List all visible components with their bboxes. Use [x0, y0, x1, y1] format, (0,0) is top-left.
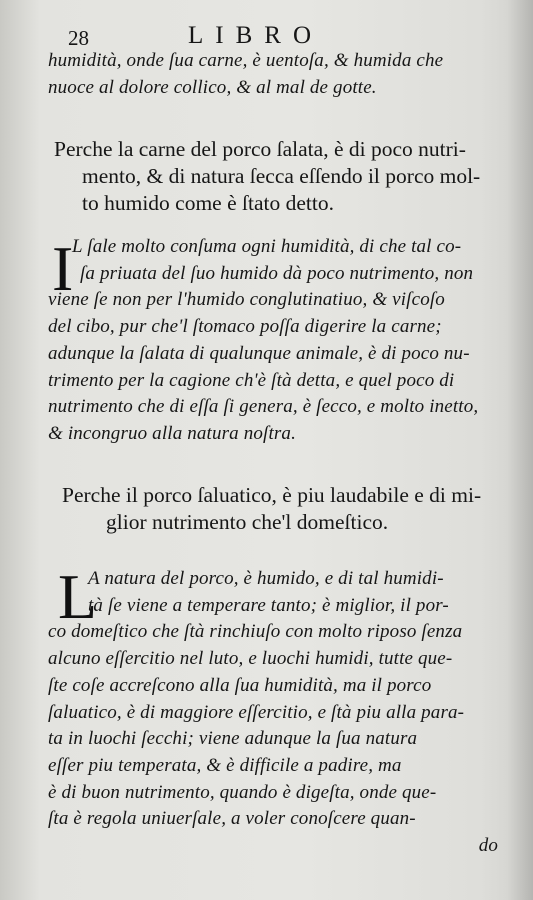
section-body-salted-pork: [48, 234, 518, 448]
text-line: ſta è regola uniuerſale, a voler conoſcere quan-: [48, 808, 416, 830]
text-line: adunque la ſalata di qualunque animale, è di poco nu-: [48, 342, 470, 364]
text-line: eſſer piu temperata, & è difficile a padire, ma: [48, 754, 402, 776]
text-line: del cibo, pur che'l ſtomaco poſſa digerire la carne;: [48, 316, 442, 338]
section-heading-salted-pork: [54, 136, 526, 217]
text-line: nutrimento che di eſſa ſi genera, è ſecco, e molto inetto,: [48, 396, 479, 418]
text-line: viene ſe non per l'humido conglutinatiuo, & viſcoſo: [48, 289, 445, 311]
text-line: è di buon nutrimento, quando è digeſta, onde que-: [48, 781, 437, 803]
text-line: tà ſe viene a temperare tanto; è miglior, il por-: [88, 594, 449, 616]
text-line: ta in luochi ſecchi; viene adunque la ſua natura: [48, 728, 418, 750]
heading-line: Perche la carne del porco ſalata, è di poco nutri-: [54, 137, 466, 161]
text-line: co domeſtico che ſtà rinchiuſo con molto riposo ſenza: [48, 621, 463, 643]
section-body-wild-boar: [48, 561, 518, 860]
drop-cap: L: [58, 561, 98, 632]
text-line: ſaluatico, è di maggiore eſſercitio, e ſtà piu alla para-: [48, 701, 465, 723]
heading-line: Perche il porco ſaluatico, è piu laudabile e di mi-: [62, 483, 482, 507]
page-number: 28: [68, 26, 89, 50]
text-line: ſte coſe accreſcono alla ſua humidità, ma il porco: [48, 674, 432, 696]
drop-cap: I: [52, 233, 74, 304]
text-line: ſa priuata del ſuo humido dà poco nutrimento, non: [80, 262, 474, 284]
text-line: humidità, onde ſua carne, è uentoſa, & humida che: [48, 50, 444, 71]
text-line: alcuno eſſercitio nel luto, e luochi humidi, tutte que-: [48, 648, 453, 670]
running-title: LIBRO: [188, 22, 323, 49]
section-heading-wild-boar: [62, 482, 533, 536]
text-line: A natura del porco, è humido, e di tal humidi-: [88, 568, 444, 589]
text-line: trimento per la cagione ch'è ſtà detta, e quel poco di: [48, 369, 455, 391]
text-line: L ſale molto conſuma ogni humidità, di che tal co-: [72, 236, 462, 257]
heading-line: to humido come è ſtato detto.: [82, 191, 334, 215]
catchword: do: [478, 835, 498, 857]
opening-paragraph: [48, 48, 518, 101]
text-line: & incongruo alla natura noſtra.: [48, 422, 296, 444]
text-line: nuoce al dolore collico, & al mal de gotte.: [48, 76, 377, 98]
heading-line: mento, & di natura ſecca eſſendo il porco mol-: [82, 164, 481, 188]
heading-line: glior nutrimento che'l domeſtico.: [106, 510, 389, 534]
